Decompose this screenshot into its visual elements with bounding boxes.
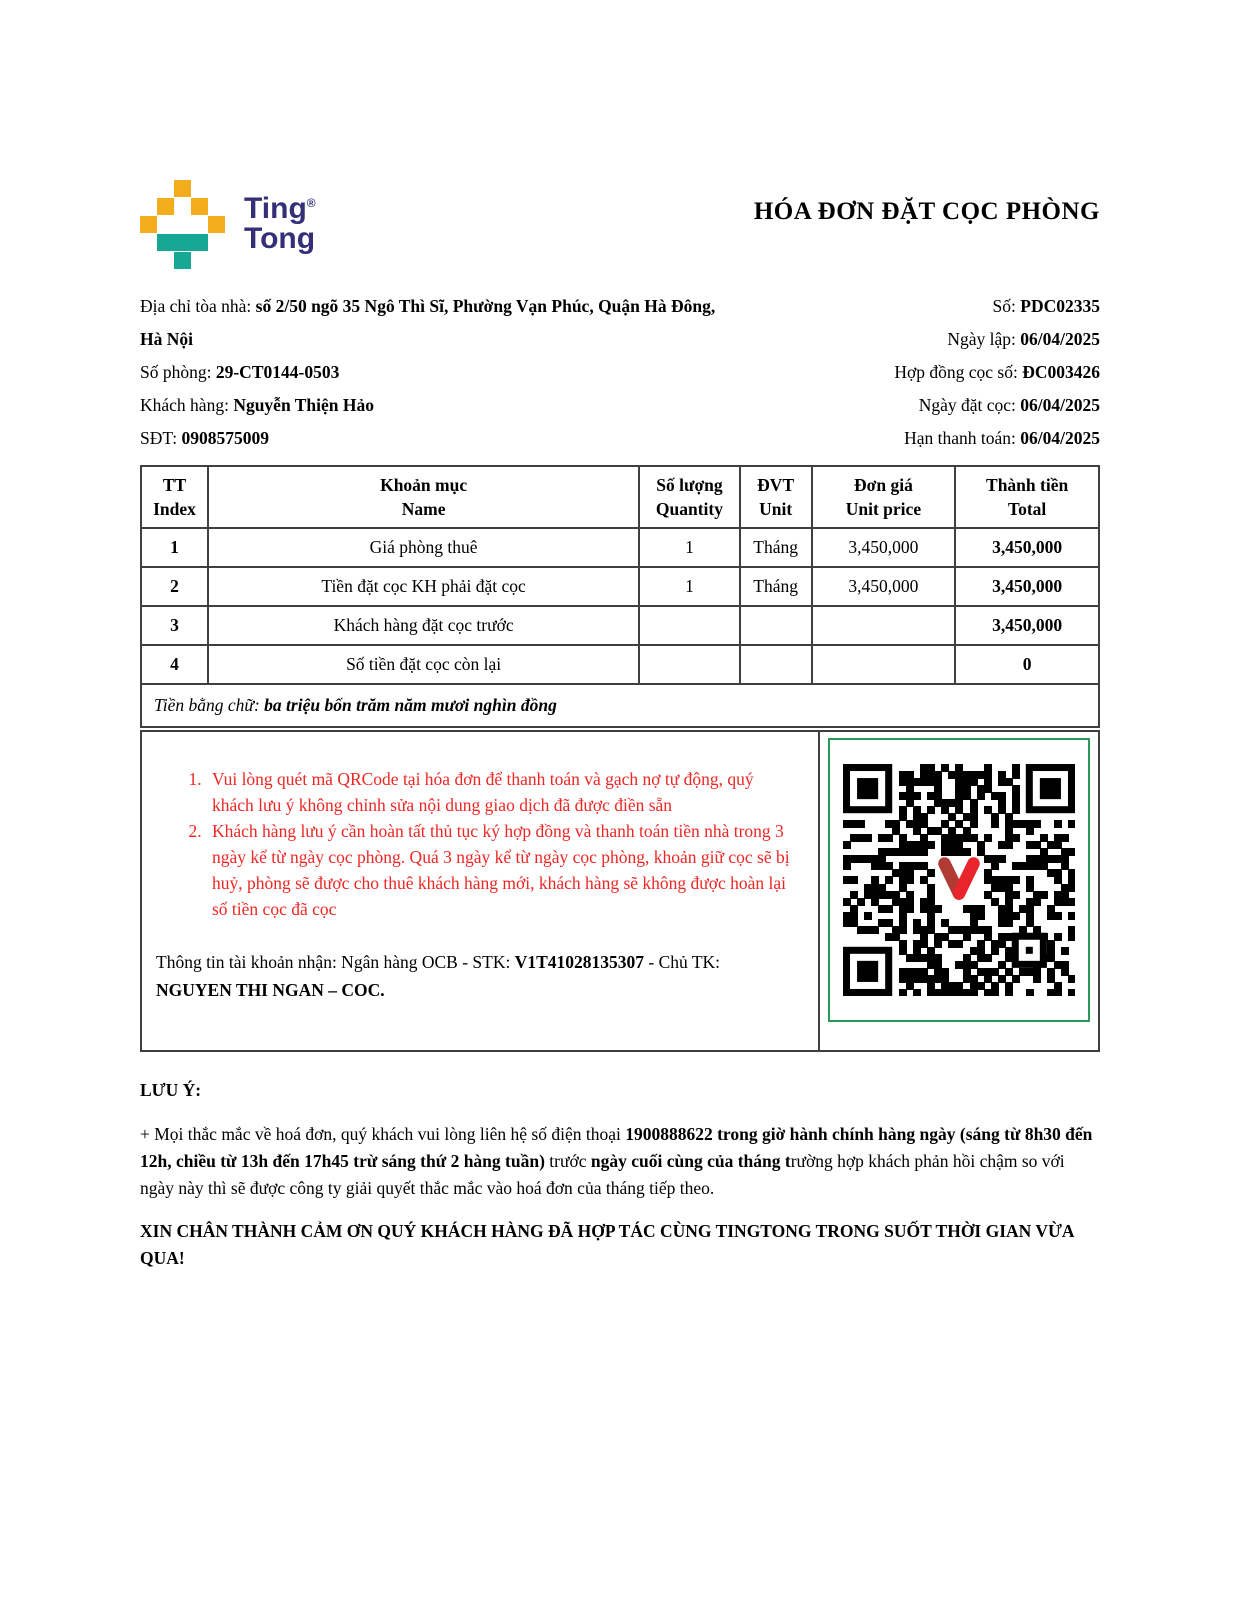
logo-wordmark [244, 188, 316, 254]
bank-info: Thông tin tài khoản nhận: Ngân hàng OCB - STK: V1T41028135307 - Chủ TK: NGUYEN THI NGAN – COC. [156, 952, 721, 1000]
building-address-line: Địa chỉ tòa nhà: số 2/50 ngõ 35 Ngô Thì Sĩ, Phường Vạn Phúc, Quận Hà Đông, Hà Nội [140, 296, 716, 349]
footer-note: + Mọi thắc mắc về hoá đơn, quý khách vui lòng liên hệ số điện thoại 1900888622 trong giờ hành chính hàng ngày (sáng từ 8h30 đến 12h, chiều từ 13h đến 17h45 trừ sáng thứ 2 hàng tuần) trước ngày cuối cùng của tháng trường hợp khách phản hồi chậm so với ngày này thì sẽ được công ty giải quyết thắc mắc vào hoá đơn của tháng tiếp theo. [140, 1124, 1093, 1198]
customer-line: Khách hàng: Nguyễn Thiện Hảo [140, 395, 374, 415]
bank-account-number: V1T41028135307 [514, 952, 645, 972]
col-header-quantity: Số lượng Quantity [639, 466, 740, 528]
registered-mark: ® [306, 196, 316, 210]
notes-left-cell [142, 732, 820, 1050]
created-date-line: Ngày lập: 06/04/2025 [947, 329, 1100, 349]
deposit-date-line: Ngày đặt cọc: 06/04/2025 [918, 395, 1100, 415]
room-number-line: Số phòng: 29-CT0144-0503 [140, 362, 340, 382]
col-header-index: TT Index [141, 466, 208, 528]
logo-tong: Tong [244, 222, 316, 255]
customer-info [140, 290, 740, 455]
contract-number-line: Hợp đồng cọc số: ĐC003426 [894, 362, 1100, 382]
header [140, 180, 1100, 270]
phone-line: SĐT: 0908575009 [140, 428, 269, 448]
col-header-unit-price: Đơn giá Unit price [812, 466, 956, 528]
table-row: 4 Số tiền đặt cọc còn lại 0 [141, 645, 1099, 684]
red-notes-list [188, 766, 792, 922]
red-note-item: 2. Khách hàng lưu ý cần hoàn tất thủ tục ký hợp đồng và thanh toán tiền nhà trong 3 ngày kể từ ngày cọc phòng. Quá 3 ngày kể từ ngày cọc phòng, khoản giữ cọc sẽ bị huỷ, phòng sẽ được cho thuê khách hàng mới, khách hàng sẽ không được hoàn lại số tiền cọc đã cọc [206, 818, 792, 922]
logo-ting: Ting [244, 192, 307, 225]
footer-notes [140, 1080, 1100, 1272]
amount-in-words: Tiền bằng chữ: ba triệu bốn trăm năm mươi nghìn đồng [141, 684, 1099, 727]
table-row: 1 Giá phòng thuê 1 Tháng 3,450,000 3,450,000 [141, 528, 1099, 567]
footer-note-heading: LƯU Ý: [140, 1080, 202, 1100]
tingtong-pixel-mark-icon [140, 180, 228, 270]
col-header-name: Khoản mục Name [208, 466, 639, 528]
col-header-unit: ĐVT Unit [740, 466, 812, 528]
qr-canvas [843, 764, 1075, 996]
red-note-item: 1. Vui lòng quét mã QRCode tại hóa đơn để thanh toán và gạch nợ tự động, quý khách lưu ý không chỉnh sửa nội dung giao dịch đã được điền sẵn [206, 766, 792, 818]
thanks-note: XIN CHÂN THÀNH CẢM ƠN QUÝ KHÁCH HÀNG ĐÃ HỢP TÁC CÙNG TINGTONG TRONG SUỐT THỜI GIAN VỪA QUA! [140, 1221, 1074, 1268]
amount-in-words-row [141, 684, 1099, 727]
table-header-row [141, 466, 1099, 528]
items-table [140, 465, 1100, 728]
invoice-meta [894, 290, 1100, 455]
payment-qr-code [828, 738, 1090, 1022]
invoice-info [140, 290, 1100, 455]
table-row: 3 Khách hàng đặt cọc trước 3,450,000 [141, 606, 1099, 645]
due-date-line: Hạn thanh toán: 06/04/2025 [904, 428, 1100, 448]
col-header-total: Thành tiền Total [955, 466, 1099, 528]
table-row: 2 Tiền đặt cọc KH phải đặt cọc 1 Tháng 3,450,000 3,450,000 [141, 567, 1099, 606]
invoice-number-line: Số: PDC02335 [992, 296, 1100, 316]
page-title: HÓA ĐƠN ĐẶT CỌC PHÒNG [753, 198, 1100, 225]
qr-cell [820, 732, 1098, 1050]
tingtong-logo [140, 180, 316, 270]
bank-account-holder: NGUYEN THI NGAN – COC. [156, 980, 385, 1000]
notes-box [140, 730, 1100, 1052]
